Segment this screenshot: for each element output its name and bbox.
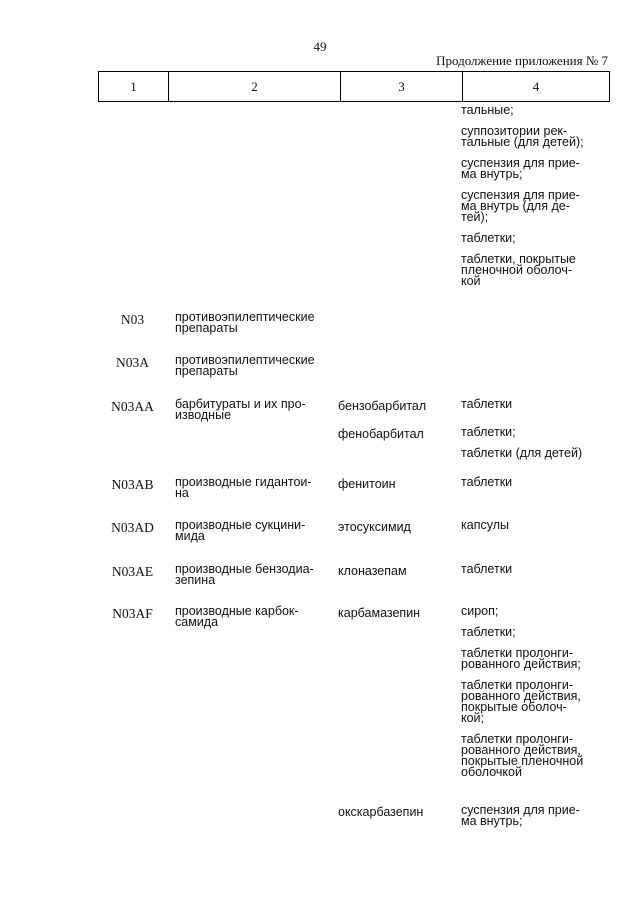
table-body (98, 105, 610, 827)
atc-code: N03AD (111, 520, 154, 535)
dosage-form: суспензия для прие- ма внутрь; (461, 803, 580, 828)
dosage-form: таблетки (461, 475, 513, 489)
atc-code: N03AE (111, 564, 154, 579)
atc-group: производные карбок- самида (175, 604, 299, 629)
dosage-form: таблетки; (461, 625, 516, 639)
atc-code: N03AF (112, 606, 153, 621)
atc-group: производные гидантои- на (175, 475, 312, 500)
atc-group: барбитураты и их про- изводные (175, 397, 306, 422)
drug-name: бензобарбитал (338, 399, 427, 413)
atc-code: N03AA (111, 399, 154, 414)
header-col-3: 3 (341, 72, 463, 101)
drug-name: клоназепам (338, 564, 407, 578)
atc-code: N03AB (111, 477, 154, 492)
dosage-form: таблетки (461, 562, 513, 576)
table-row (98, 564, 610, 606)
atc-group: противоэпилептические препараты (175, 353, 315, 378)
dosage-form: суппозитории рек- тальные (для детей); (461, 124, 584, 149)
dosage-form: таблетки пролонги- рованного действия; (461, 646, 581, 671)
dosage-form: таблетки; (461, 425, 516, 439)
dosage-form: суспензия для прие- ма внутрь (для де- тей); (461, 188, 580, 224)
dosage-form: таблетки пролонги- рованного действия, покрытые оболоч- кой; (461, 678, 581, 725)
table-row (98, 355, 610, 399)
atc-group: производные бензодиа- зепина (175, 562, 314, 587)
table-row (98, 399, 610, 477)
atc-group: производные сукцини- мида (175, 518, 306, 543)
table-row (98, 312, 610, 355)
drug-name: фенобарбитал (338, 427, 424, 441)
dosage-form: таблетки пролонги- рованного действия, покрытые пленочной оболочкой (461, 732, 584, 779)
dosage-form: таблетки, покрытые пленочной оболоч- кой (461, 252, 576, 288)
header-col-4: 4 (532, 78, 540, 94)
table-row (98, 105, 610, 312)
drug-name: карбамазепин (338, 606, 421, 620)
dosage-form: таблетки (461, 397, 513, 411)
table-header (98, 71, 610, 102)
dosage-form: таблетки; (461, 231, 516, 245)
table-row (98, 520, 610, 564)
drug-name: окскарбазепин (338, 805, 424, 819)
dosage-form: сироп; (461, 604, 499, 618)
atc-group: противоэпилептические препараты (175, 310, 315, 335)
header-col-2: 2 (169, 72, 341, 101)
table-row (98, 606, 610, 827)
page-number: 49 (313, 39, 327, 54)
dosage-form: капсулы (461, 518, 509, 532)
drug-name: этосуксимид (338, 520, 411, 534)
continuation-label: Продолжение приложения № 7 (436, 53, 608, 68)
drug-name: фенитоин (338, 477, 396, 491)
table-row (98, 477, 610, 520)
dosage-form: таблетки (для детей) (461, 446, 583, 460)
dosage-form: тальные; (461, 103, 514, 117)
atc-code: N03A (116, 355, 149, 370)
atc-code: N03 (120, 312, 145, 327)
dosage-form: суспензия для прие- ма внутрь; (461, 156, 580, 181)
header-col-1: 1 (99, 72, 169, 101)
